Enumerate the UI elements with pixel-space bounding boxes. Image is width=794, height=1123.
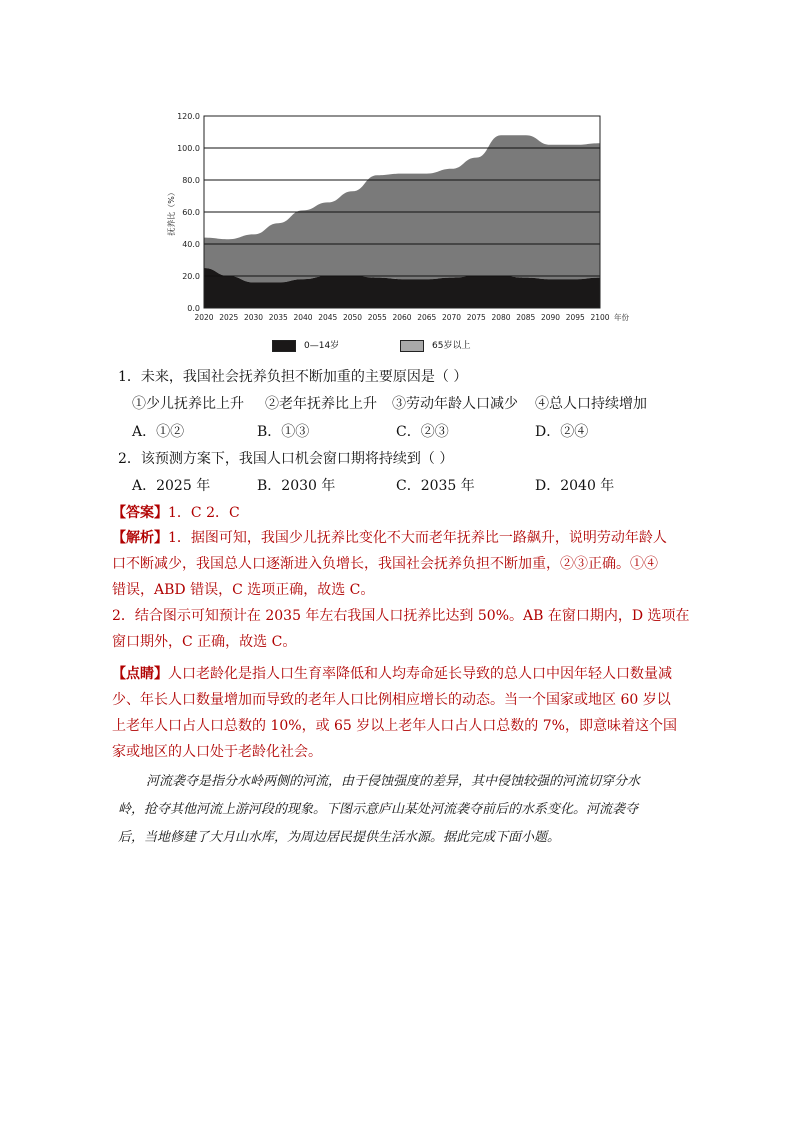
- analysis-text-1: 1．据图可知，我国少儿抚养比变化不大而老年抚养比一路飙升，说明劳动年龄人: [168, 530, 667, 546]
- river-capture-passage: [118, 768, 683, 852]
- q1-option-c[interactable]: C．②③: [396, 424, 449, 440]
- x-tick-label: 2065: [417, 313, 437, 322]
- analysis-line-1: [112, 525, 672, 551]
- x-tick-label: 2055: [367, 313, 387, 322]
- comment-line-3: 上老年人口占人口总数的 10%，或 65 岁以上老年人口占人口总数的 7%，即意味着这个国: [112, 718, 677, 734]
- x-tick-label: 2050: [342, 313, 363, 322]
- x-tick-label: 2075: [466, 313, 486, 322]
- x-tick-label: 2070: [441, 313, 462, 322]
- q1-option-b[interactable]: B．①③: [257, 424, 310, 440]
- x-tick-label: 2090: [540, 313, 561, 322]
- y-tick-label: 80.0: [182, 176, 200, 185]
- legend-item-0-14: [272, 338, 339, 352]
- x-tick-label: 2025: [219, 313, 239, 322]
- x-tick-label: 2060: [392, 313, 412, 322]
- question-1-stem: 1．未来，我国社会抚养负担不断加重的主要原因是（ ）: [118, 369, 468, 385]
- analysis-tag: 【解析】: [112, 530, 168, 546]
- x-tick-label: 2095: [565, 313, 585, 322]
- comment-line-4: 家或地区的人口处于老龄化社会。: [112, 744, 322, 760]
- dependency-ratio-chart: [160, 108, 640, 363]
- q1-option-d[interactable]: D．②④: [535, 424, 589, 440]
- comment-text-1: 人口老龄化是指人口生育率降低和人均寿命延长导致的总人口中因年轻人口数量减: [168, 666, 672, 682]
- answer-block: [112, 502, 240, 522]
- y-tick-label: 120.0: [177, 112, 200, 121]
- comment-line-2: 少、年长人口数量增加而导致的老年人口比例相应增长的动态。当一个国家或地区 60 岁以: [112, 692, 671, 708]
- x-tick-label: 2080: [491, 313, 511, 322]
- analysis-block: [112, 525, 690, 655]
- passage-line-2: 岭，抢夺其他河流上游河段的现象。下图示意庐山某处河流袭夺前后的水系变化。河流袭夺: [118, 802, 639, 817]
- comment-line-1: [112, 661, 672, 687]
- q1-item-1: ①少儿抚养比上升: [132, 396, 244, 412]
- q1-item-3: ③劳动年龄人口减少: [392, 396, 518, 412]
- x-tick-label: 2085: [516, 313, 536, 322]
- legend-label-65plus: 65岁以上: [432, 341, 471, 351]
- comment-tag: 【点睛】: [112, 666, 168, 682]
- q1-option-a[interactable]: A．①②: [132, 424, 185, 440]
- y-tick-label: 60.0: [182, 208, 200, 217]
- y-tick-label: 20.0: [182, 272, 200, 281]
- x-tick-label: 2100: [590, 313, 610, 322]
- analysis-line-3: 错误，ABD 错误，C 选项正确，故选 C。: [112, 582, 375, 598]
- q2-option-c[interactable]: C．2035 年: [396, 478, 475, 494]
- comment-block: [112, 661, 677, 765]
- x-unit-label: 年份: [614, 313, 629, 322]
- answer-text: 1．C 2．C: [168, 505, 240, 521]
- question-2-stem: 2．该预测方案下，我国人口机会窗口期将持续到（ ）: [118, 451, 454, 467]
- y-tick-label: 0.0: [187, 304, 200, 313]
- x-tick-label: 2045: [318, 313, 338, 322]
- legend-label-0-14: 0—14岁: [304, 341, 340, 351]
- y-tick-label: 40.0: [182, 240, 200, 249]
- analysis-line-5: 窗口期外，C 正确，故选 C。: [112, 634, 297, 650]
- answer-tag: 【答案】: [112, 505, 168, 521]
- analysis-line-2: 口不断减少，我国总人口逐渐进入负增长，我国社会抚养负担不断加重，②③正确。①④: [112, 556, 658, 572]
- x-tick-label: 2030: [243, 313, 264, 322]
- passage-line-1: 河流袭夺是指分水岭两侧的河流，由于侵蚀强度的差异，其中侵蚀较强的河流切穿分水: [146, 774, 641, 789]
- q2-option-b[interactable]: B．2030 年: [257, 478, 336, 494]
- x-tick-label: 2035: [268, 313, 288, 322]
- passage-line-3: 后，当地修建了大月山水库，为周边居民提供生活水源。据此完成下面小题。: [118, 830, 561, 845]
- legend-swatch-65plus: [400, 340, 424, 352]
- legend-item-65plus: [400, 338, 470, 352]
- legend-swatch-0-14: [272, 340, 296, 352]
- q2-option-a[interactable]: A．2025 年: [132, 478, 211, 494]
- analysis-line-4: 2．结合图示可知预计在 2035 年左右我国人口抚养比达到 50%。AB 在窗口期内，D 选项在: [112, 608, 690, 624]
- q2-option-d[interactable]: D．2040 年: [535, 478, 615, 494]
- chart-svg: [160, 108, 640, 363]
- x-tick-label: 2040: [293, 313, 313, 322]
- x-tick-label: 2020: [194, 313, 214, 322]
- q1-item-2: ②老年抚养比上升: [265, 396, 377, 412]
- q1-item-4: ④总人口持续增加: [535, 396, 647, 412]
- y-tick-label: 100.0: [177, 144, 200, 153]
- y-axis-label: 抚养比（%）: [167, 188, 176, 236]
